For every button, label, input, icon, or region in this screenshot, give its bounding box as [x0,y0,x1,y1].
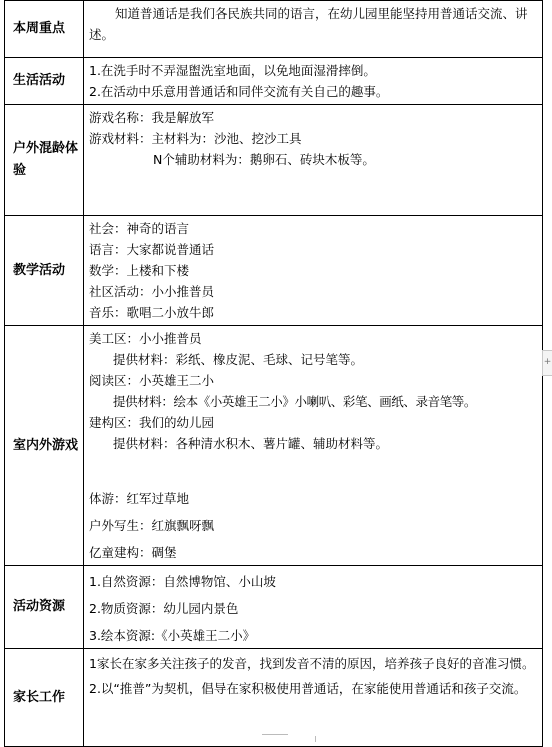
list-item: 提供材料：绘本《小英雄王二小》小喇叭、彩笔、画纸、录音笔等。 [113,394,477,409]
list-item: 提供材料：各种清水积木、薯片罐、辅助材料等。 [113,436,389,451]
list-item: 1.自然资源：自然博物馆、小山坡 [89,574,276,589]
list-item: 音乐：歌唱二小放牛郎 [89,305,215,320]
row-content [84,58,543,105]
row-label: 室内外游戏 [5,326,84,566]
row-label: 生活活动 [5,58,84,105]
list-item: 3.绘本资源:《小英雄王二小》 [89,628,256,643]
row-content [84,1,543,58]
list-item: 1家长在家多关注孩子的发音，找到发音不清的原因，培养孩子良好的音准习惯。 [89,656,535,671]
list-item: 体游：红军过草地 [89,491,190,506]
row-label: 本周重点 [5,1,84,58]
row-indoor-outdoor-games [5,326,543,566]
list-item: 美工区：小小推普员 [89,331,202,346]
row-teaching [5,216,543,326]
row-label: 户外混龄体验 [5,105,84,216]
list-item: 2.物质资源：幼儿园内景色 [89,601,239,616]
row-content [84,326,543,566]
row-content [84,216,543,326]
row-content [84,566,543,649]
focus-text: 知道普通话是我们各民族共同的语言，在幼儿园里能坚持用普通话交流、讲述。 [89,6,528,42]
row-content [84,105,543,216]
scroll-marker[interactable]: + [542,350,552,376]
row-label: 家长工作 [5,649,84,747]
list-item: 户外写生：红旗飘呀飘 [89,518,215,533]
row-label: 教学活动 [5,216,84,326]
list-item: 数学：上楼和下楼 [89,263,190,278]
list-item: 社会：神奇的语言 [89,221,190,236]
row-weekly-focus [5,1,543,58]
row-outdoor-mixed-age [5,105,543,216]
list-item: 建构区：我们的幼儿园 [89,415,215,430]
list-item: 语言：大家都说普通话 [89,242,215,257]
row-daily-life [5,58,543,105]
page-edge-mark [315,736,322,742]
row-content [84,649,543,747]
weekly-plan-table [4,0,543,747]
list-item: 游戏材料：主材料为：沙池、挖沙工具 [89,131,302,146]
list-item: 阅读区：小英雄王二小 [89,373,215,388]
list-item: 游戏名称：我是解放军 [89,110,215,125]
row-activity-resources [5,566,543,649]
row-label: 活动资源 [5,566,84,649]
list-item: 亿童建构：碉堡 [89,545,177,560]
list-item: 2.以“推普”为契机，倡导在家积极使用普通话，在家能使用普通话和孩子交流。 [89,681,527,696]
list-item: 2.在活动中乐意用普通话和同伴交流有关自己的趣事。 [89,84,389,99]
page-edge-mark [262,734,288,741]
row-parent-work [5,649,543,747]
list-item: 提供材料：彩纸、橡皮泥、毛球、记号笔等。 [113,352,364,367]
list-item: 1.在洗手时不弄湿盥洗室地面，以免地面湿滑摔倒。 [89,63,376,78]
list-item: N个辅助材料为：鹅卵石、砖块木板等。 [153,152,375,167]
list-item: 社区活动：小小推普员 [89,284,215,299]
